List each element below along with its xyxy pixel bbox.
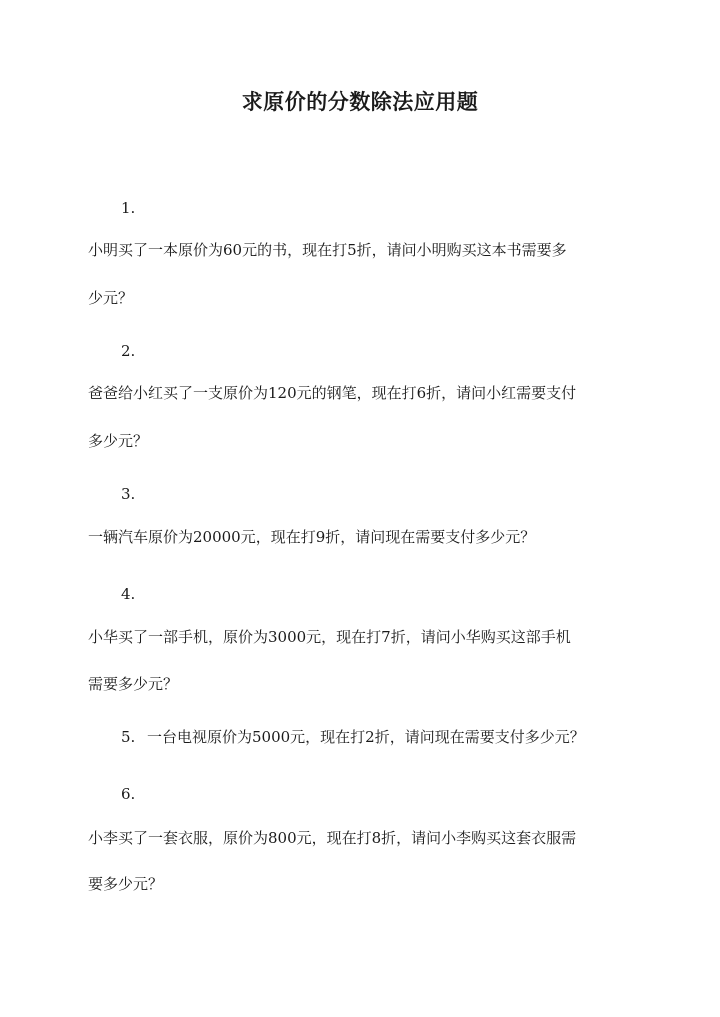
- question-text-line: 小华买了一部手机，原价为3000元，现在打7折，请问小华购买这部手机: [88, 628, 571, 646]
- question-number: 5.: [121, 728, 136, 746]
- question-text-line: 要多少元？: [88, 875, 164, 893]
- question-number: 1.: [121, 199, 136, 217]
- question-text-line: 小李买了一套衣服，原价为800元，现在打8折，请问小李购买这套衣服需: [88, 829, 577, 847]
- question-number: 3.: [121, 485, 136, 503]
- question-text-line: 需要多少元？: [88, 675, 179, 693]
- question-text-line: 一台电视原价为5000元，现在打2折，请问现在需要支付多少元？: [147, 728, 585, 746]
- question-text-line: 多少元？: [88, 432, 149, 450]
- question-number: 4.: [121, 585, 136, 603]
- question-number: 2.: [121, 342, 136, 360]
- question-number: 6.: [121, 785, 136, 803]
- question-text-line: 爸爸给小红买了一支原价为120元的钢笔，现在打6折，请问小红需要支付: [88, 384, 577, 402]
- document-title: 求原价的分数除法应用题: [241, 89, 479, 114]
- question-text-line: 小明买了一本原价为60元的书，现在打5折，请问小明购买这本书需要多: [88, 241, 567, 259]
- question-text-line: 一辆汽车原价为20000元，现在打9折，请问现在需要支付多少元？: [88, 528, 536, 546]
- question-text-line: 少元？: [88, 289, 134, 307]
